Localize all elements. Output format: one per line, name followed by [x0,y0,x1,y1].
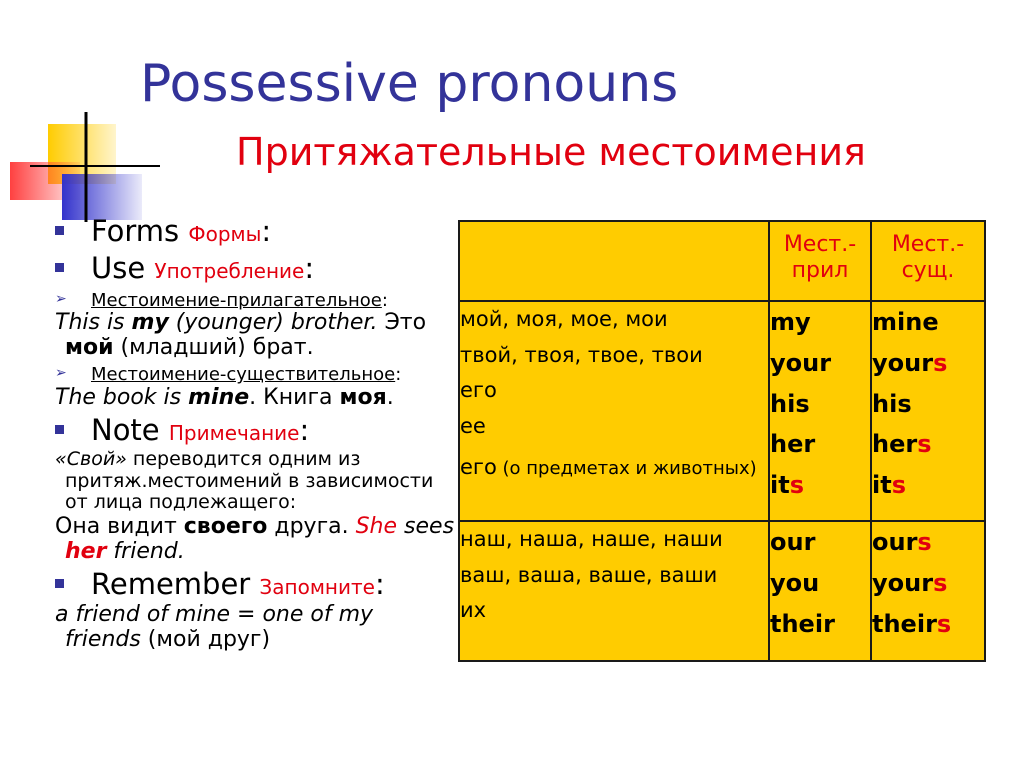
ru-line: ее [460,414,486,439]
example-svoy [55,515,455,564]
ex3-e: sees [397,514,455,540]
ex2-d: моя [339,385,387,411]
square-bullet-icon [55,425,64,434]
ex2-e: . [386,385,394,411]
noun-cell [871,521,985,661]
pronoun-word: yours [872,568,948,597]
sub-bullet-adjective [55,290,455,312]
remember-en: Remember [91,566,251,601]
remember-colon: : [374,566,385,601]
chevron-right-icon: ➢ [55,290,67,307]
forms-ru: Формы [188,222,262,246]
pronoun-word: its [872,471,906,500]
ru-line: мой, моя, мое, мои [460,307,668,331]
bullet-remember [55,567,455,602]
ex2-b: mine [188,385,250,411]
ex4-b: (мой друг) [140,626,271,652]
ru-line: их [460,598,487,623]
adjective-cell [769,521,871,661]
note-text [55,449,455,513]
ru-line: его [460,378,497,403]
remember-ru: Запомните [259,574,375,599]
ex2-a: The book is [55,385,189,411]
pronoun-table [458,220,986,662]
adjective-colon: : [381,289,388,311]
ex3-c: друга. [267,514,356,540]
ex2-c: . Книга [249,385,340,411]
ru-line: наш, наша, наше, наши [460,527,723,551]
ex3-b: своего [183,514,268,540]
noun-colon: : [395,364,402,386]
pronoun-word: ours [872,528,932,556]
ex1-a: This is [55,310,132,336]
example-noun [55,386,455,411]
pronoun-word: my [770,308,811,336]
ex4-a: a friend of mine = one of my friends [55,602,374,652]
note-text-a: «Свой» [55,448,127,471]
pronoun-word: our [770,528,816,556]
ru-last-note: (о предметах и животных) [496,457,757,479]
table-header-empty [459,221,769,301]
header-adjective: Мест.-прил [769,221,871,301]
ex3-f: her [65,538,107,564]
note-en: Note [91,412,160,447]
ex1-c: (younger) brother. [168,310,378,336]
note-colon: : [299,412,310,447]
ex1-f: (младший) брат. [113,334,314,360]
adjective-label: Местоимение-прилагательное [91,289,382,311]
ex3-d: She [355,514,398,540]
corner-decoration-graphic [10,112,160,222]
note-text-b: переводится одним из притяж.местоимений в зависимости от лица подлежащего: [65,448,434,513]
ru-last: его [460,454,497,479]
adjective-cell [769,301,871,521]
note-ru: Примечание [168,420,300,445]
bullet-forms [55,214,455,249]
bullet-use [55,251,455,286]
notes-column [55,214,455,655]
pronoun-word: your [770,348,832,377]
pronoun-word: hers [872,430,932,459]
square-bullet-icon [55,579,64,588]
table-header-row [459,221,985,301]
pronoun-word: their [770,609,835,638]
ex1-b: my [131,310,169,336]
noun-cell [871,301,985,521]
ex3-a: Она видит [55,514,184,540]
example-friend [55,603,455,652]
use-ru: Употребление [154,258,305,283]
chevron-right-icon: ➢ [55,365,67,382]
pronoun-word: his [770,389,810,418]
russian-cell [459,521,769,661]
square-bullet-icon [55,226,64,235]
ru-line: ваш, ваша, ваше, ваши [460,562,718,587]
use-en: Use [91,250,146,285]
bullet-note [55,413,455,448]
square-bullet-icon [55,263,64,272]
forms-colon: : [261,214,272,248]
header-noun: Мест.-сущ. [871,221,985,301]
ex1-d: Это [377,310,427,336]
pronoun-word: his [872,389,912,418]
table-row [459,521,985,661]
russian-cell [459,301,769,521]
pronoun-word: yours [872,348,948,377]
ru-line [460,455,768,480]
pronoun-word: her [770,430,816,459]
example-adjective [55,311,455,360]
forms-en: Forms [91,214,180,248]
pronoun-word: theirs [872,609,952,638]
table-row [459,301,985,521]
page-title: Possessive pronouns [140,54,679,114]
sub-bullet-noun [55,364,455,386]
ex3-g: friend. [106,538,185,564]
noun-label: Местоимение-существительное [91,364,396,386]
page-subtitle: Притяжательные местоимения [236,130,866,174]
pronoun-word: you [770,568,820,597]
ex1-e: мой [65,334,114,360]
pronoun-word: its [770,471,804,500]
use-colon: : [304,250,315,285]
pronoun-word: mine [872,308,939,336]
ru-line: твой, твоя, твое, твои [460,342,703,367]
